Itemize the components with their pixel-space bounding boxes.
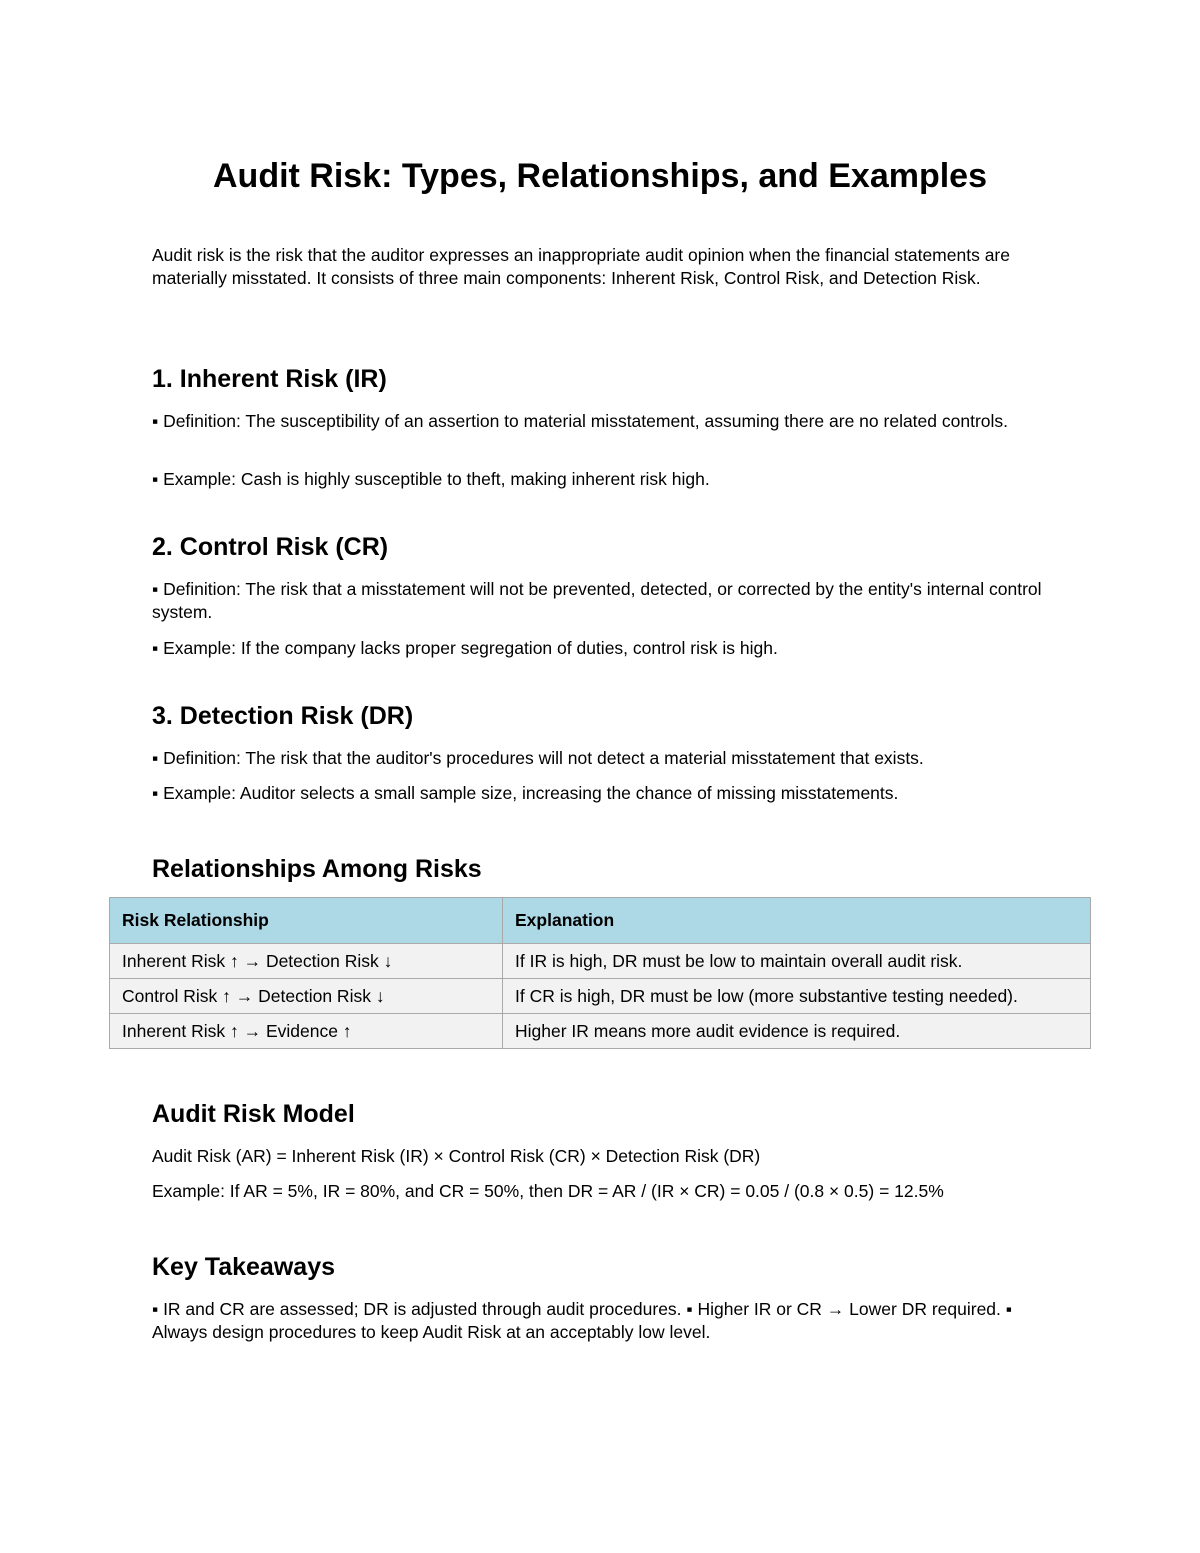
control-risk-heading: 2. Control Risk (CR)	[152, 533, 389, 561]
table-header-row	[110, 898, 1091, 944]
detection-risk-definition: ▪ Definition: The risk that the auditor's procedures will not detect a material misstatement that exists.	[152, 748, 924, 768]
table-cell: If CR is high, DR must be low (more substantive testing needed).	[503, 979, 1091, 1014]
inherent-risk-example: ▪ Example: Cash is highly susceptible to theft, making inherent risk high.	[152, 469, 710, 489]
detection-risk-example: ▪ Example: Auditor selects a small sample size, increasing the chance of missing misstatements.	[152, 783, 899, 803]
audit-risk-formula: Audit Risk (AR) = Inherent Risk (IR) × Control Risk (CR) × Detection Risk (DR)	[152, 1146, 761, 1166]
table-header-cell: Explanation	[503, 898, 1091, 944]
inherent-risk-heading: 1. Inherent Risk (IR)	[152, 365, 387, 393]
table-cell: Higher IR means more audit evidence is required.	[503, 1014, 1091, 1049]
table-cell: Inherent Risk ↑ → Evidence ↑	[110, 1014, 503, 1049]
table-cell: Inherent Risk ↑ → Detection Risk ↓	[110, 944, 503, 979]
control-risk-example: ▪ Example: If the company lacks proper segregation of duties, control risk is high.	[152, 638, 778, 658]
key-takeaways-text: ▪ IR and CR are assessed; DR is adjusted through audit procedures. ▪ Higher IR or CR → Lower DR required. ▪ Always design procedures to keep Audit Risk at an acceptably low level.	[152, 1299, 1012, 1342]
table-row	[110, 1014, 1091, 1049]
audit-risk-example: Example: If AR = 5%, IR = 80%, and CR = 50%, then DR = AR / (IR × CR) = 0.05 / (0.8 × 0.5) = 12.5%	[152, 1181, 944, 1201]
table-header-cell: Risk Relationship	[110, 898, 503, 944]
table-cell: If IR is high, DR must be low to maintain overall audit risk.	[503, 944, 1091, 979]
audit-risk-model-heading: Audit Risk Model	[152, 1100, 355, 1128]
inherent-risk-definition: ▪ Definition: The susceptibility of an assertion to material misstatement, assuming there are no related controls.	[152, 411, 1009, 431]
table-row	[110, 979, 1091, 1014]
page-title: Audit Risk: Types, Relationships, and Examples	[213, 157, 987, 195]
intro-paragraph: Audit risk is the risk that the auditor expresses an inappropriate audit opinion when the financial statements are materially misstated. It consists of three main components: Inherent Risk, Control Risk, and Detection Risk.	[152, 245, 1010, 288]
detection-risk-heading: 3. Detection Risk (DR)	[152, 702, 414, 730]
relationships-heading: Relationships Among Risks	[152, 855, 482, 883]
relationships-table	[109, 897, 1091, 1049]
key-takeaways-heading: Key Takeaways	[152, 1253, 335, 1281]
table-row	[110, 944, 1091, 979]
table-cell: Control Risk ↑ → Detection Risk ↓	[110, 979, 503, 1014]
control-risk-definition: ▪ Definition: The risk that a misstatement will not be prevented, detected, or corrected by the entity's internal control system.	[152, 579, 1042, 622]
